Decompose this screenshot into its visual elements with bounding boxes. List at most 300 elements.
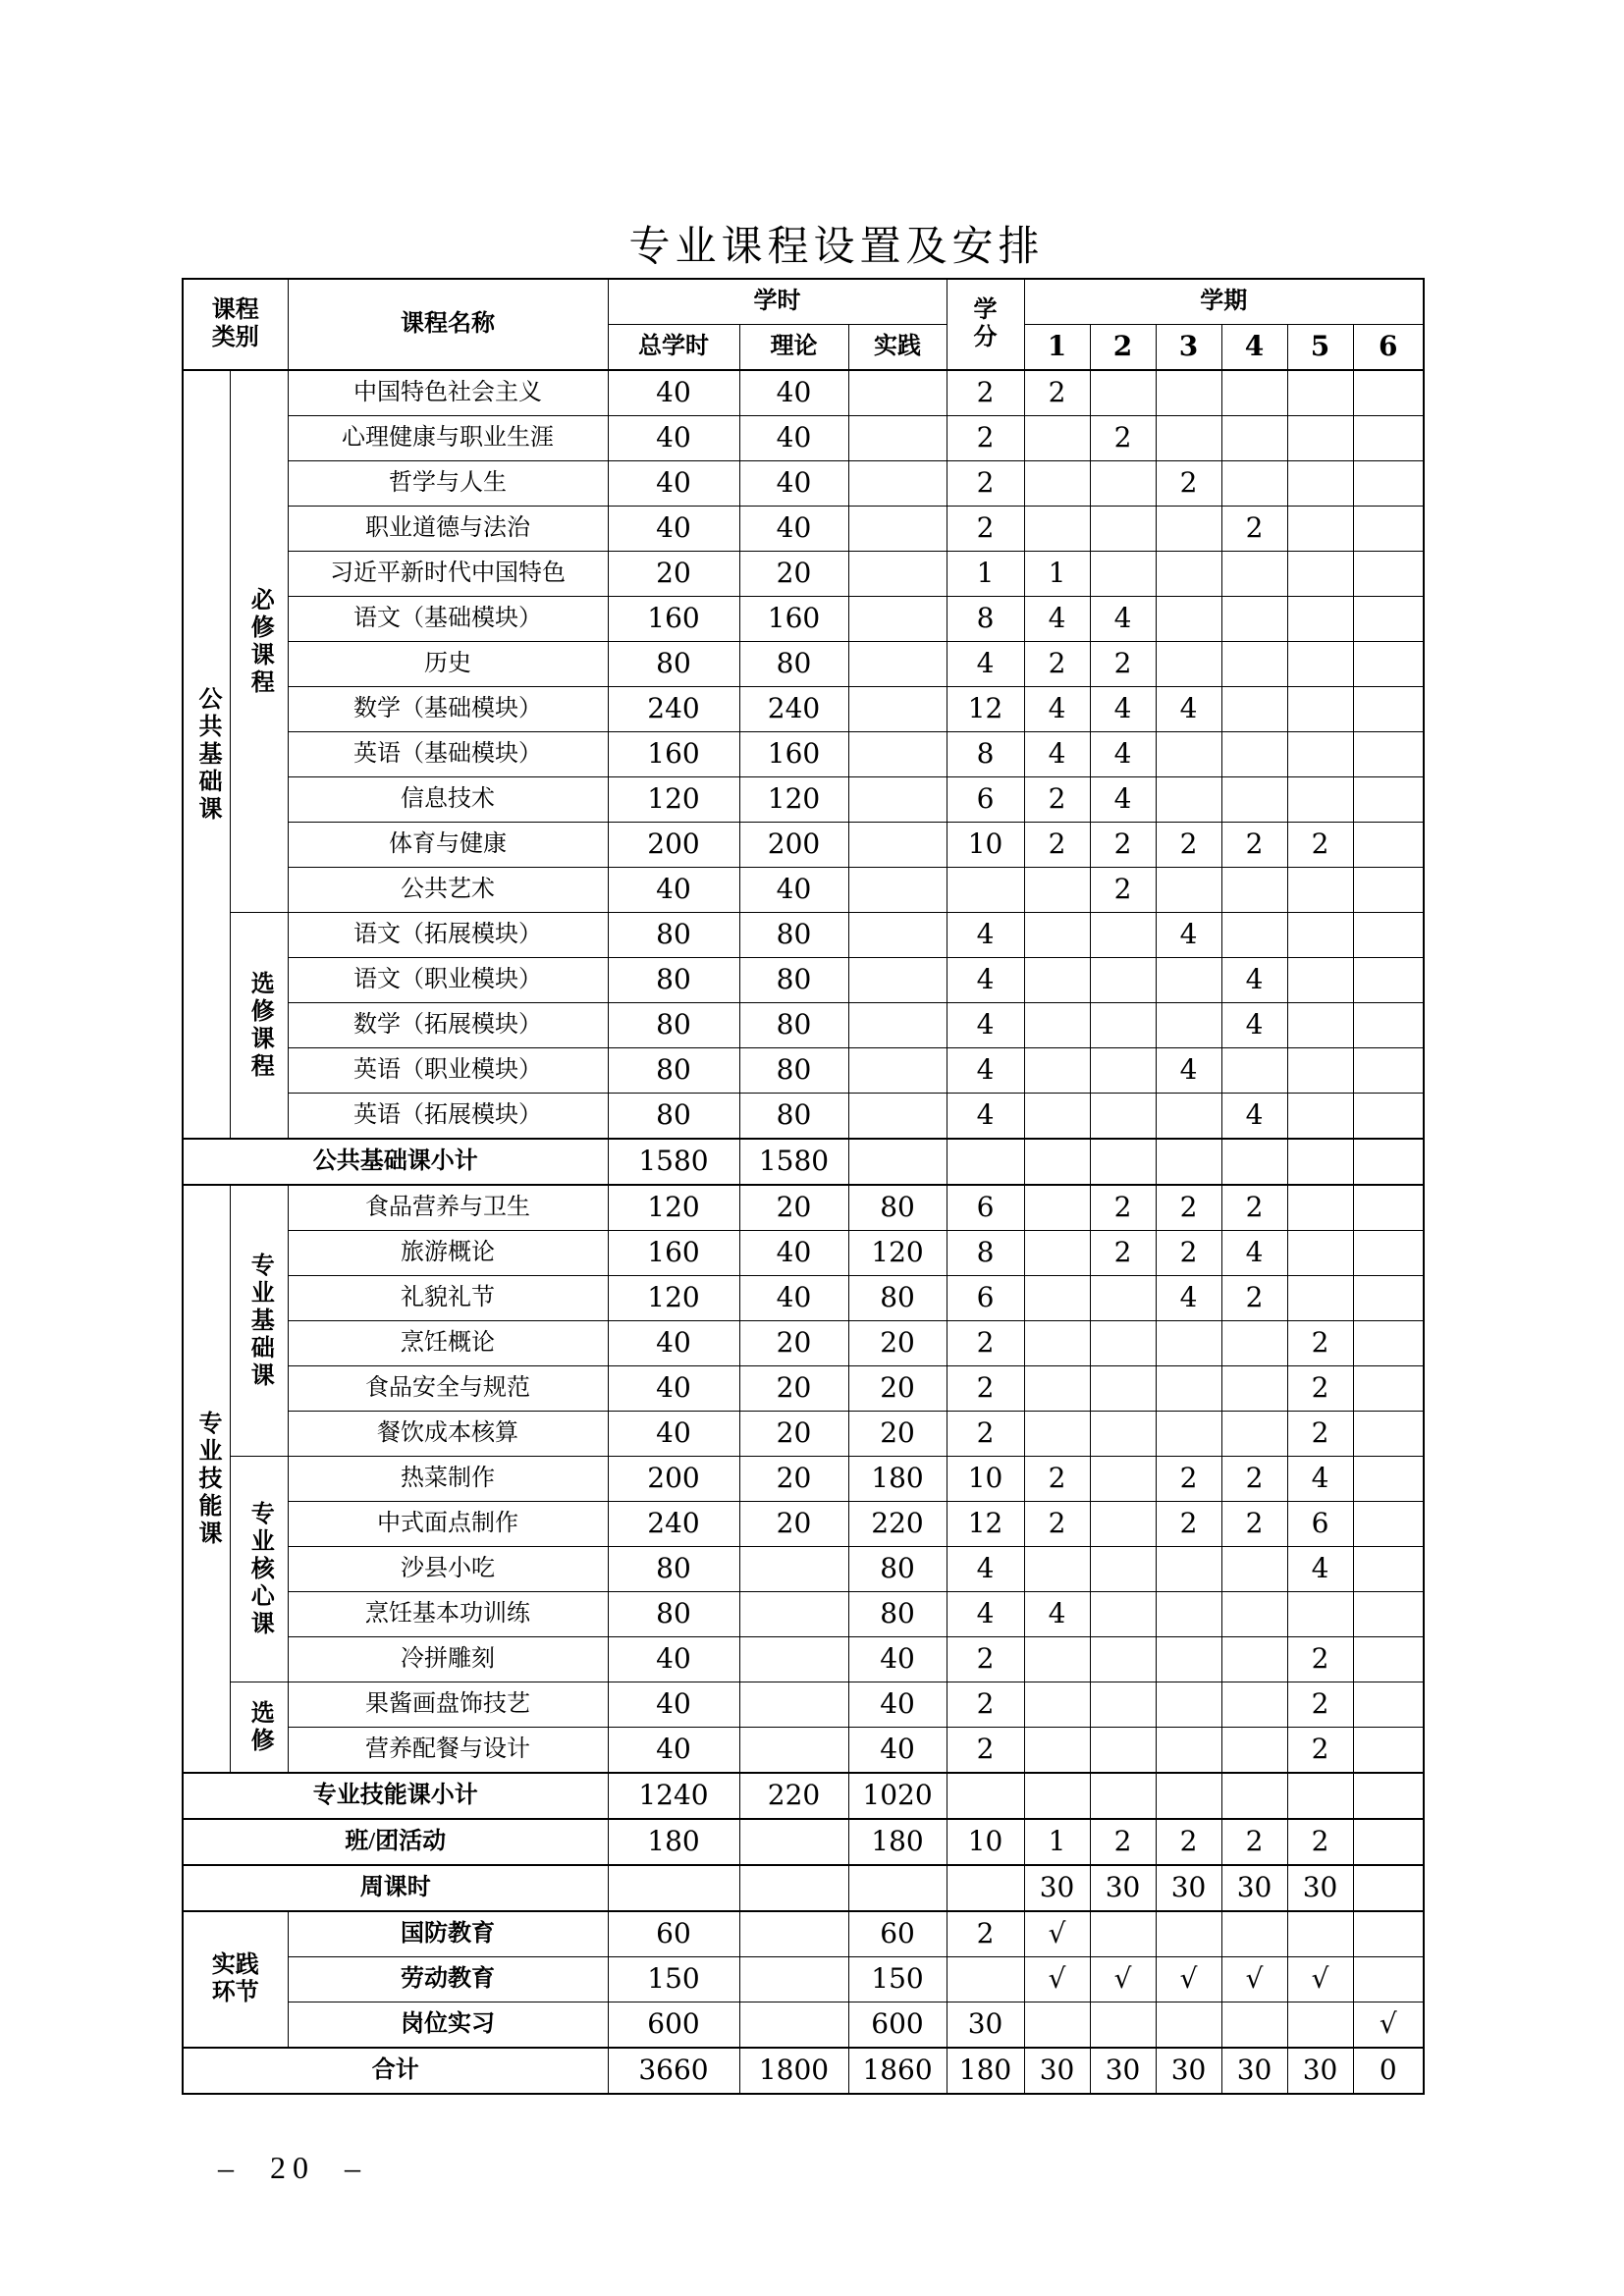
cell-value (608, 1911, 739, 1957)
table-row (183, 597, 1424, 642)
cell-empty (1353, 823, 1424, 868)
cell-text: 120 (871, 1236, 924, 1269)
cell-text: 600 (647, 2007, 700, 2041)
cell-value (1156, 1048, 1221, 1094)
cell-text: 60 (656, 1917, 691, 1950)
cell-empty (848, 868, 947, 913)
cell-empty (848, 958, 947, 1003)
subcategory-label (230, 370, 288, 913)
cell-text: 80 (880, 1552, 915, 1585)
cell-empty (1353, 1637, 1424, 1682)
cell-empty (848, 642, 947, 687)
cell-text: 20 (880, 1416, 915, 1450)
table-row (183, 416, 1424, 461)
cell-empty (1287, 958, 1353, 1003)
cell-text: 4 (1179, 918, 1198, 951)
cell-empty (848, 823, 947, 868)
cell-text: 30 (1105, 2054, 1141, 2087)
cell-text: 4 (1113, 782, 1132, 816)
cell-text: 4 (1245, 1008, 1264, 1041)
cell-value (1090, 642, 1156, 687)
course-name-text: 劳动教育 (401, 1965, 495, 1992)
cell-empty (1353, 1276, 1424, 1321)
cell-value (1221, 1231, 1287, 1276)
cell-text: 20 (776, 1416, 812, 1450)
practice-section-label (183, 1911, 288, 2048)
course-name-text: 历史 (424, 650, 471, 676)
cell-empty (1221, 1547, 1287, 1592)
cell-empty (1221, 868, 1287, 913)
cell-text: 40 (656, 421, 691, 454)
cell-empty (1287, 642, 1353, 687)
cell-empty (1090, 507, 1156, 552)
cell-text: 150 (871, 1962, 924, 1996)
cell-text: 240 (767, 692, 821, 725)
table-row (183, 2002, 1424, 2049)
cell-empty (1221, 1321, 1287, 1366)
cell-value (1024, 2048, 1090, 2094)
header-sem-5-text: 5 (1310, 330, 1330, 363)
cell-text: 80 (656, 1008, 691, 1041)
cell-value (608, 370, 739, 416)
cell-value (608, 1185, 739, 1231)
course-name-text: 英语（基础模块） (353, 740, 542, 767)
table-row (183, 1412, 1424, 1457)
cell-empty (947, 868, 1024, 913)
cell-value (1287, 823, 1353, 868)
cell-value (608, 1048, 739, 1094)
cell-text: 200 (767, 828, 821, 861)
header-credits-text: 学分 (973, 296, 998, 350)
cell-text: 1800 (758, 2054, 830, 2087)
cell-empty (848, 552, 947, 597)
header-sem-6 (1353, 325, 1424, 371)
header-total-hours-text: 总学时 (638, 333, 709, 359)
cell-value (608, 416, 739, 461)
course-name-text: 公共艺术 (401, 876, 495, 902)
course-name-text: 数学（拓展模块） (353, 1011, 542, 1038)
cell-empty (1024, 913, 1090, 958)
subcategory-label-text: 选修课程 (246, 970, 273, 1081)
cell-text: 40 (656, 873, 691, 906)
cell-value (947, 1637, 1024, 1682)
course-name-text: 中国特色社会主义 (353, 379, 542, 405)
cell-text: 12 (967, 1507, 1003, 1540)
cell-value (739, 687, 848, 732)
cell-empty (1353, 1321, 1424, 1366)
cell-text: 30 (967, 2007, 1003, 2041)
cell-empty (1024, 2002, 1090, 2049)
cell-value (848, 1321, 947, 1366)
cell-text: 4 (1113, 692, 1132, 725)
cell-text: √ (1113, 1962, 1132, 1996)
cell-value (1221, 507, 1287, 552)
course-name-text: 英语（拓展模块） (353, 1101, 542, 1128)
header-practice (848, 325, 947, 371)
cell-value (608, 732, 739, 777)
cell-value (608, 552, 739, 597)
cell-value (1221, 958, 1287, 1003)
cell-value (947, 1231, 1024, 1276)
cell-empty (848, 461, 947, 507)
course-name (288, 913, 608, 958)
cell-text: 2 (976, 1371, 995, 1405)
course-name-text: 餐饮成本核算 (377, 1419, 518, 1446)
header-sem-6-text: 6 (1379, 330, 1398, 363)
cell-empty (1156, 1728, 1221, 1774)
cell-empty (739, 1911, 848, 1957)
cell-value (739, 823, 848, 868)
subcategory-label (230, 1185, 288, 1457)
cell-empty (1090, 1366, 1156, 1412)
course-name (288, 1502, 608, 1547)
cell-value (1287, 1957, 1353, 2002)
cell-text: 4 (1245, 963, 1264, 996)
cell-value (1090, 777, 1156, 823)
table-row (183, 1911, 1424, 1957)
cell-text: 6 (976, 1191, 995, 1224)
cell-text: 4 (976, 1008, 995, 1041)
cell-text: 80 (776, 647, 812, 680)
cell-value (1090, 687, 1156, 732)
cell-value (1024, 1592, 1090, 1637)
cell-value (947, 823, 1024, 868)
cell-text: 160 (647, 737, 700, 771)
cell-text: 40 (776, 511, 812, 545)
cell-value (608, 913, 739, 958)
cell-text: 160 (647, 602, 700, 635)
cell-value (608, 2002, 739, 2049)
cell-empty (1353, 1185, 1424, 1231)
subcategory-label-text: 选修 (246, 1699, 273, 1755)
cell-text: 4 (1179, 1053, 1198, 1087)
cell-text: 2 (1179, 1236, 1198, 1269)
cell-text: 80 (656, 1552, 691, 1585)
cell-value (1024, 1457, 1090, 1502)
cell-value (1090, 868, 1156, 913)
cell-empty (1287, 1231, 1353, 1276)
cell-text: 2 (976, 1733, 995, 1766)
cell-empty (1090, 2002, 1156, 2049)
cell-empty (848, 1094, 947, 1140)
cell-value (608, 1412, 739, 1457)
header-credits (947, 279, 1024, 370)
course-name-text: 国防教育 (401, 1920, 495, 1947)
cell-value (739, 1003, 848, 1048)
cell-value (608, 1547, 739, 1592)
category-label-text: 专业技能课 (194, 1410, 221, 1548)
course-name (288, 2002, 608, 2049)
cell-empty (1287, 416, 1353, 461)
cell-value (1156, 2048, 1221, 2094)
cell-text: 40 (656, 376, 691, 409)
cell-text: 80 (776, 963, 812, 996)
cell-value (848, 1185, 947, 1231)
cell-empty (848, 777, 947, 823)
cell-text: 80 (776, 1098, 812, 1132)
cell-value (608, 1457, 739, 1502)
course-name-text: 数学（基础模块） (353, 695, 542, 721)
table-row (183, 461, 1424, 507)
cell-empty (1353, 1728, 1424, 1774)
cell-empty (1156, 1139, 1221, 1185)
cell-value (947, 552, 1024, 597)
course-name (288, 1592, 608, 1637)
table-row (183, 1048, 1424, 1094)
cell-empty (848, 370, 947, 416)
cell-value (1221, 1502, 1287, 1547)
cell-value (608, 1502, 739, 1547)
cell-empty (1353, 1366, 1424, 1412)
header-course-name-text: 课程名称 (401, 310, 495, 337)
cell-value (947, 1412, 1024, 1457)
cell-value (1287, 1457, 1353, 1502)
cell-text: 2 (1113, 1191, 1132, 1224)
cell-value (848, 2002, 947, 2049)
cell-empty (1353, 1412, 1424, 1457)
course-name-text: 英语（职业模块） (353, 1056, 542, 1083)
table-row (183, 958, 1424, 1003)
cell-empty (1156, 958, 1221, 1003)
table-row (183, 1819, 1424, 1865)
cell-value (1024, 1865, 1090, 1911)
cell-value (1024, 370, 1090, 416)
cell-text: 2 (976, 1642, 995, 1676)
cell-empty (1090, 1728, 1156, 1774)
cell-value (947, 2002, 1024, 2049)
cell-value (608, 1957, 739, 2002)
cell-empty (1156, 1592, 1221, 1637)
cell-empty (1221, 2002, 1287, 2049)
cell-value (608, 461, 739, 507)
cell-empty (1353, 1502, 1424, 1547)
cell-text: 60 (880, 1917, 915, 1950)
subtotal-label (183, 1773, 608, 1819)
cell-empty (1090, 958, 1156, 1003)
cell-value (608, 687, 739, 732)
cell-empty (1024, 1276, 1090, 1321)
cell-value (1024, 552, 1090, 597)
table-row (183, 868, 1424, 913)
course-name-text: 习近平新时代中国特色 (330, 560, 566, 586)
cell-empty (848, 416, 947, 461)
course-name-text: 营养配餐与设计 (365, 1735, 530, 1762)
cell-text: 2 (1179, 1191, 1198, 1224)
cell-text: 2 (1113, 828, 1132, 861)
cell-empty (1024, 1139, 1090, 1185)
cell-value (739, 1773, 848, 1819)
cell-value (739, 1185, 848, 1231)
subtotal-label (183, 1139, 608, 1185)
cell-empty (1221, 1911, 1287, 1957)
cell-empty (1287, 1592, 1353, 1637)
cell-text: 160 (647, 1236, 700, 1269)
cell-value (1221, 1865, 1287, 1911)
cell-text: 2 (1245, 1507, 1264, 1540)
cell-value (1221, 1094, 1287, 1140)
cell-empty (1353, 868, 1424, 913)
cell-empty (848, 507, 947, 552)
cell-text: 10 (967, 1825, 1003, 1858)
cell-value (1156, 461, 1221, 507)
cell-text: 80 (656, 918, 691, 951)
cell-value (1156, 1819, 1221, 1865)
cell-empty (1287, 461, 1353, 507)
cell-value (848, 1637, 947, 1682)
cell-text: 4 (1048, 1597, 1066, 1630)
cell-empty (1221, 1592, 1287, 1637)
cell-value (1353, 2002, 1424, 2049)
page-number: – 20 – (218, 2150, 367, 2185)
cell-text: 6 (976, 782, 995, 816)
cell-value (739, 1231, 848, 1276)
header-sem-3-text: 3 (1178, 330, 1199, 363)
cell-value (1287, 1547, 1353, 1592)
cell-value (1156, 687, 1221, 732)
cell-value (608, 1637, 739, 1682)
cell-text: 2 (1311, 828, 1329, 861)
header-hours-text: 学时 (753, 288, 801, 314)
cell-text: 40 (656, 1687, 691, 1721)
cell-value (947, 416, 1024, 461)
course-name (288, 1185, 608, 1231)
cell-value (608, 1819, 739, 1865)
cell-empty (1090, 1139, 1156, 1185)
cell-text: 40 (656, 1733, 691, 1766)
cell-text: 4 (976, 1552, 995, 1585)
cell-empty (1221, 1637, 1287, 1682)
table-row (183, 1728, 1424, 1774)
table-row (183, 1865, 1424, 1911)
cell-empty (1090, 1773, 1156, 1819)
cell-value (947, 687, 1024, 732)
cell-text: 120 (647, 782, 700, 816)
cell-empty (1090, 1412, 1156, 1457)
cell-text: 4 (1311, 1552, 1329, 1585)
cell-empty (1353, 552, 1424, 597)
cell-text: 2 (1179, 1507, 1198, 1540)
cell-value (739, 732, 848, 777)
cell-empty (1090, 552, 1156, 597)
course-name-text: 食品营养与卫生 (365, 1194, 530, 1220)
cell-value (739, 597, 848, 642)
cell-value (1287, 1321, 1353, 1366)
cell-empty (739, 1547, 848, 1592)
cell-empty (1156, 1682, 1221, 1728)
cell-value (1024, 597, 1090, 642)
cell-value (1024, 732, 1090, 777)
cell-empty (1156, 732, 1221, 777)
cell-text: 2 (1048, 828, 1066, 861)
cell-value (848, 1276, 947, 1321)
cell-empty (1353, 1048, 1424, 1094)
cell-empty (848, 732, 947, 777)
cell-text: 2 (1311, 1642, 1329, 1676)
cell-empty (1156, 1773, 1221, 1819)
cell-text: 8 (976, 602, 995, 635)
cell-text: 4 (1048, 737, 1066, 771)
cell-text: 2 (1048, 782, 1066, 816)
course-name-text: 热菜制作 (401, 1465, 495, 1491)
course-name (288, 1094, 608, 1140)
subtotal-label-text: 专业技能课小计 (312, 1782, 478, 1808)
cell-text: 1 (1048, 1825, 1066, 1858)
cell-empty (1353, 913, 1424, 958)
cell-text: 80 (656, 963, 691, 996)
cell-text: √ (1048, 1962, 1066, 1996)
cell-empty (1353, 958, 1424, 1003)
cell-empty (848, 913, 947, 958)
cell-value (1024, 777, 1090, 823)
cell-value (1024, 823, 1090, 868)
cell-value (1024, 1911, 1090, 1957)
cell-empty (1156, 1637, 1221, 1682)
cell-text: 80 (776, 1053, 812, 1087)
cell-value (608, 1003, 739, 1048)
cell-text: 1 (976, 557, 995, 590)
cell-value (848, 1819, 947, 1865)
header-semester-text: 学期 (1200, 288, 1248, 314)
cell-value (1221, 1457, 1287, 1502)
cell-value (739, 1139, 848, 1185)
cell-text: 1020 (862, 1779, 933, 1812)
table-row (183, 1592, 1424, 1637)
cell-text: 2 (1311, 1687, 1329, 1721)
cell-value (947, 370, 1024, 416)
cell-text: 30 (1039, 1871, 1075, 1904)
cell-text: 220 (871, 1507, 924, 1540)
course-name-text: 语文（拓展模块） (353, 921, 542, 947)
cell-empty (1156, 597, 1221, 642)
cell-empty (1287, 1094, 1353, 1140)
cell-text: 2 (1245, 1281, 1264, 1314)
cell-empty (1287, 777, 1353, 823)
cell-text: 30 (1236, 2054, 1272, 2087)
cell-text: √ (1179, 1962, 1198, 1996)
cell-empty (739, 1637, 848, 1682)
course-name-text: 烹饪概论 (401, 1329, 495, 1356)
cell-empty (1353, 1457, 1424, 1502)
cell-text: 40 (656, 511, 691, 545)
cell-empty (1221, 1412, 1287, 1457)
course-name-text: 礼貌礼节 (401, 1284, 495, 1310)
cell-value (608, 1682, 739, 1728)
cell-empty (1090, 1911, 1156, 1957)
cell-value (608, 2048, 739, 2094)
cell-empty (1287, 687, 1353, 732)
cell-text: 30 (1170, 1871, 1207, 1904)
cell-text: 2 (1245, 828, 1264, 861)
cell-value (1090, 823, 1156, 868)
cell-text: 10 (967, 1462, 1003, 1495)
cell-text: 20 (776, 557, 812, 590)
course-name-text: 岗位实习 (401, 2010, 495, 2037)
cell-value (947, 1728, 1024, 1774)
course-name (288, 958, 608, 1003)
cell-value (947, 1457, 1024, 1502)
cell-value (947, 642, 1024, 687)
cell-value (1090, 1819, 1156, 1865)
cell-text: 4 (976, 1597, 995, 1630)
cell-text: 2 (1113, 1236, 1132, 1269)
cell-text: 20 (776, 1191, 812, 1224)
table-row (183, 913, 1424, 958)
cell-text: 2 (976, 1917, 995, 1950)
cell-value (848, 1728, 947, 1774)
cell-empty (1353, 1819, 1424, 1865)
cell-empty (1090, 1276, 1156, 1321)
cell-value (1024, 642, 1090, 687)
